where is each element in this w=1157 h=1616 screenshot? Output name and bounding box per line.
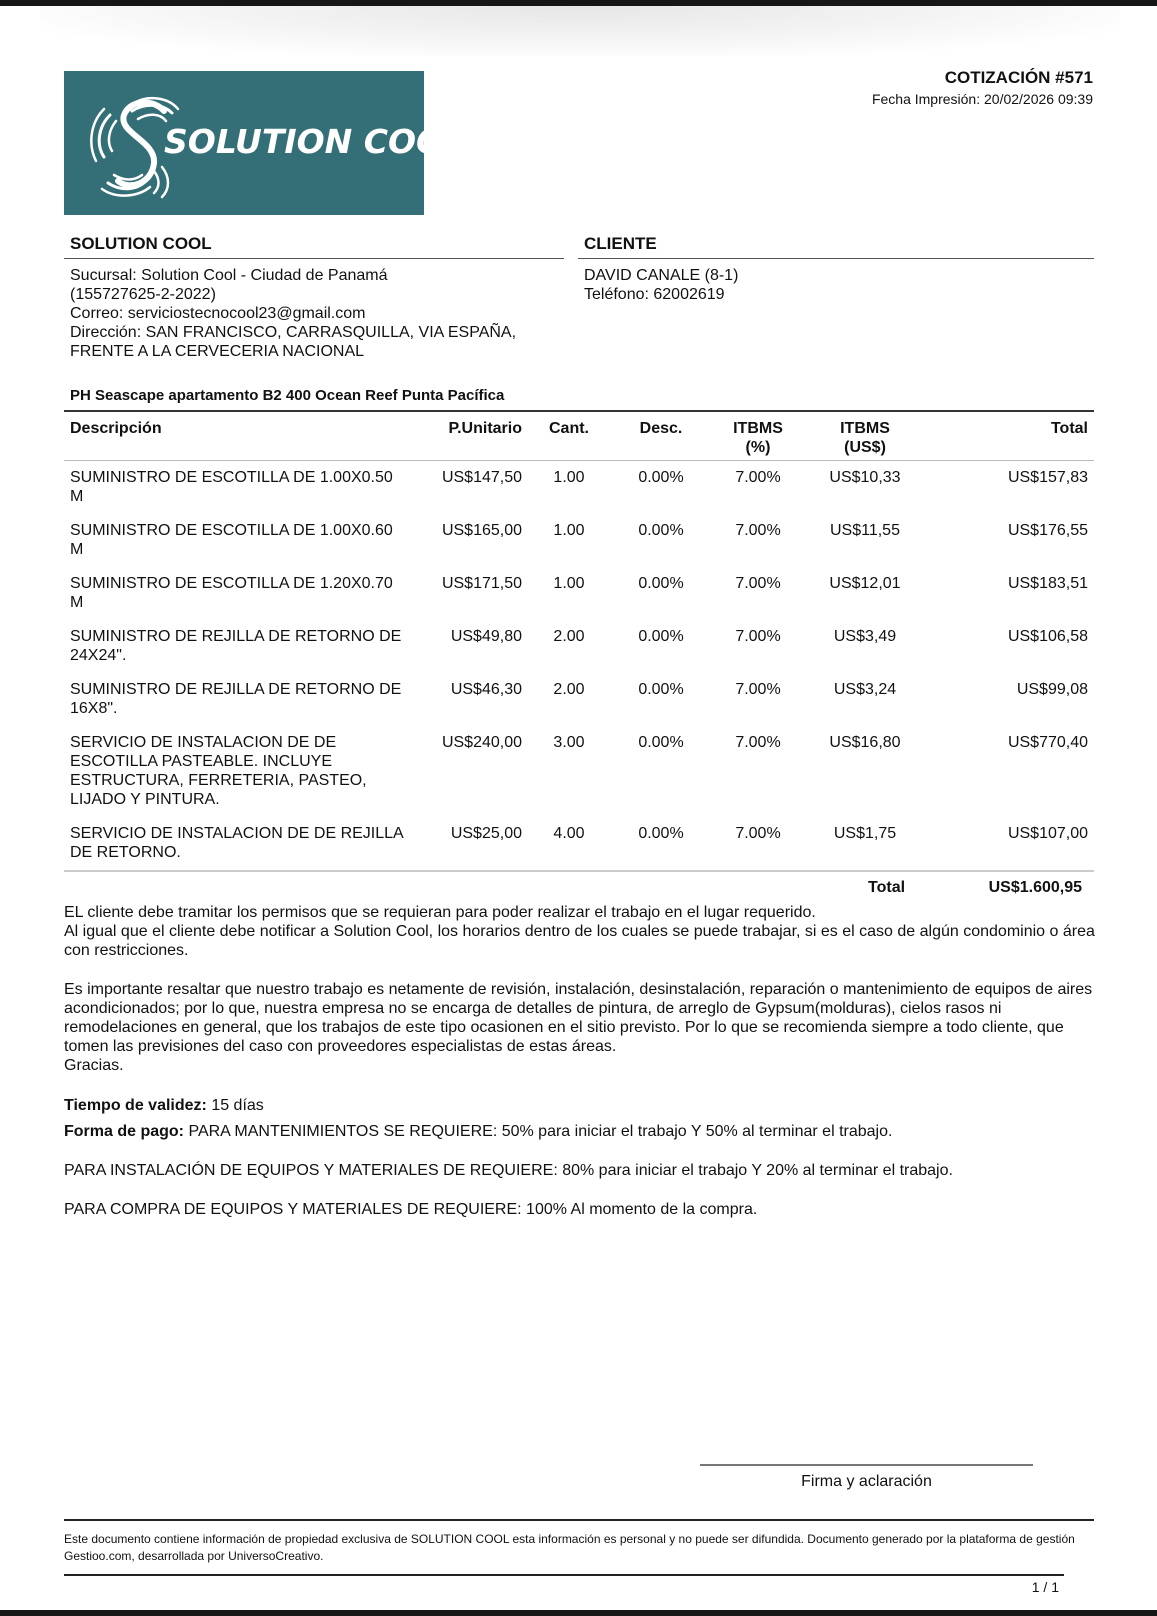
cell-unit-price: US$147,50 (441, 469, 522, 486)
cell-discount: 0.00% (638, 575, 684, 592)
footer-bottom-rule (64, 1574, 1064, 1576)
table-row (64, 673, 1094, 726)
cell-discount: 0.00% (638, 469, 684, 486)
cell-unit-price: US$46,30 (450, 681, 522, 698)
footer-top-rule (64, 1519, 1094, 1521)
cell-total: US$157,83 (1007, 469, 1088, 486)
purchase-term: PARA COMPRA DE EQUIPOS Y MATERIALES DE REQUIERE: 100% Al momento de la compra. (64, 1201, 758, 1218)
cell-discount: 0.00% (638, 522, 684, 539)
cell-discount: 0.00% (638, 825, 684, 842)
table-row (64, 514, 1094, 567)
cell-quantity: 1.00 (553, 469, 585, 486)
cell-description: SUMINISTRO DE ESCOTILLA DE 1.00X0.50 M (70, 469, 393, 505)
client-name: DAVID CANALE (8-1) (584, 267, 739, 284)
cell-itbms-usd: US$10,33 (829, 469, 901, 486)
header-description: Descripción (70, 420, 162, 437)
header-itbms-usd-line2: (US$) (844, 439, 886, 456)
logo-text: SOLUTION COOL (164, 122, 466, 161)
notes-block (64, 903, 1099, 960)
payment-label: Forma de pago: (64, 1123, 185, 1140)
company-address-line2: FRENTE A LA CERVECERIA NACIONAL (70, 343, 365, 360)
table-row (64, 620, 1094, 673)
validity-label: Tiempo de validez: (64, 1097, 207, 1114)
footer-disclaimer: Este documento contiene información de propiedad exclusiva de SOLUTION COOL esta información es personal y no puede ser difundida. Documento generado por la plataforma de gestión Gestioo.com, desarrollada por UniversoCreativo. (64, 1532, 1075, 1563)
header-total: Total (1050, 420, 1088, 437)
page-shadow (40, 6, 1120, 56)
table-row (64, 817, 1094, 870)
company-branch: Sucursal: Solution Cool - Ciudad de Panamá (70, 267, 388, 284)
payment-term (64, 1122, 892, 1141)
cell-unit-price: US$240,00 (441, 734, 522, 751)
signature-line (700, 1464, 1033, 1466)
header-quantity: Cant. (549, 420, 589, 437)
disclaimer-block (64, 980, 1099, 1075)
viewer-bottom-bar (0, 1610, 1157, 1616)
note-permits: EL cliente debe tramitar los permisos que se requieran para poder realizar el trabajo en el lugar requerido. (64, 904, 816, 921)
cell-itbms-pct: 7.00% (735, 522, 781, 539)
cell-total: US$183,51 (1007, 575, 1088, 592)
cell-itbms-pct: 7.00% (735, 575, 781, 592)
table-row (64, 567, 1094, 620)
cell-itbms-usd: US$11,55 (830, 522, 900, 539)
cell-discount: 0.00% (638, 628, 684, 645)
note-scope: Es importante resaltar que nuestro trabajo es netamente de revisión, instalación, desinstalación, reparación o mantenimiento de equipos de aires acondicionados; por lo que, nuestra empresa no se encarga de detalles de pintura, de arreglo de Gypsum(molduras), cielos rasos ni remodelaciones en general, que los trabajos de este tipo ocasionen en el sitio previsto. Por lo que se recomienda siempre a todo cliente, que tomen las previsiones del caso con proveedores especialistas de estas áreas. (64, 981, 1093, 1055)
company-divider (64, 258, 564, 259)
company-info (70, 266, 516, 361)
cell-description: SUMINISTRO DE ESCOTILLA DE 1.00X0.60 M (70, 522, 393, 558)
table-row (64, 726, 1094, 817)
cell-description: SUMINISTRO DE REJILLA DE RETORNO DE 24X24". (70, 628, 402, 664)
client-phone: Teléfono: 62002619 (584, 286, 725, 303)
cell-quantity: 2.00 (553, 628, 585, 645)
cell-total: US$176,55 (1007, 522, 1088, 539)
cell-description: SERVICIO DE INSTALACION DE DE REJILLA DE RETORNO. (70, 825, 403, 861)
header-itbms-pct (712, 414, 804, 461)
grand-total-value: US$1.600,95 (988, 879, 1082, 896)
grand-total-label: Total (868, 879, 906, 896)
cell-itbms-pct: 7.00% (735, 469, 781, 486)
header-discount: Desc. (639, 420, 683, 437)
table-top-rule (64, 410, 1094, 412)
table-bottom-rule (64, 870, 1094, 872)
cell-description: SUMINISTRO DE REJILLA DE RETORNO DE 16X8". (70, 681, 402, 717)
cell-itbms-usd: US$16,80 (829, 734, 901, 751)
cell-unit-price: US$171,50 (441, 575, 522, 592)
cell-description: SUMINISTRO DE ESCOTILLA DE 1.20X0.70 M (70, 575, 393, 611)
company-tax-id: (155727625-2-2022) (70, 286, 216, 303)
cell-discount: 0.00% (638, 681, 684, 698)
client-info (584, 266, 738, 304)
client-divider (578, 258, 1094, 259)
cell-unit-price: US$49,80 (450, 628, 522, 645)
company-logo (64, 71, 466, 215)
payment-value: PARA MANTENIMIENTOS SE REQUIERE: 50% para iniciar el trabajo Y 50% al terminar el trabajo. (188, 1123, 893, 1140)
cell-quantity: 4.00 (553, 825, 585, 842)
cell-itbms-pct: 7.00% (735, 734, 781, 751)
cell-total: US$107,00 (1007, 825, 1088, 842)
cell-total: US$99,08 (1016, 681, 1088, 698)
note-thanks: Gracias. (64, 1057, 124, 1074)
project-title: PH Seascape apartamento B2 400 Ocean Reef Punta Pacífica (70, 387, 505, 404)
cell-itbms-usd: US$3,24 (833, 681, 897, 698)
cell-itbms-pct: 7.00% (735, 628, 781, 645)
validity-value: 15 días (211, 1097, 264, 1114)
company-email: Correo: serviciostecnocool23@gmail.com (70, 305, 366, 322)
installation-term: PARA INSTALACIÓN DE EQUIPOS Y MATERIALES DE REQUIERE: 80% para iniciar el trabajo Y 20% al terminar el trabajo. (64, 1162, 953, 1179)
signature-label: Firma y aclaración (801, 1473, 932, 1490)
cell-description: SERVICIO DE INSTALACION DE DE ESCOTILLA PASTEABLE. INCLUYE ESTRUCTURA, FERRETERIA, PASTEO, LIJADO Y PINTURA. (70, 734, 367, 808)
table-row (64, 461, 1094, 515)
page-number: 1 / 1 (1031, 1579, 1059, 1595)
header-itbms-usd-line1: ITBMS (840, 420, 890, 437)
note-schedule: Al igual que el cliente debe notificar a Solution Cool, los horarios dentro de los cuales se puede trabajar, si es el caso de algún condominio o área con restricciones. (64, 923, 1095, 959)
cell-unit-price: US$25,00 (450, 825, 522, 842)
cell-quantity: 1.00 (553, 522, 585, 539)
cell-itbms-usd: US$1,75 (833, 825, 897, 842)
header-itbms-usd (804, 414, 926, 461)
cell-discount: 0.00% (638, 734, 684, 751)
header-itbms-pct-line1: ITBMS (733, 420, 783, 437)
cell-itbms-usd: US$3,49 (833, 628, 897, 645)
cell-total: US$106,58 (1007, 628, 1088, 645)
quote-title: COTIZACIÓN #571 (944, 68, 1093, 87)
cell-itbms-usd: US$12,01 (829, 575, 901, 592)
client-section-title: CLIENTE (584, 234, 657, 253)
cell-quantity: 2.00 (553, 681, 585, 698)
cell-total: US$770,40 (1007, 734, 1088, 751)
cell-unit-price: US$165,00 (441, 522, 522, 539)
company-address-line1: Dirección: SAN FRANCISCO, CARRASQUILLA, VIA ESPAÑA, (70, 324, 517, 341)
items-table (64, 414, 1094, 870)
table-header-row (64, 414, 1094, 461)
swirl-logo-icon (64, 71, 466, 215)
validity-term (64, 1096, 264, 1115)
company-section-title: SOLUTION COOL (70, 234, 212, 253)
header-unit-price: P.Unitario (448, 420, 522, 437)
cell-itbms-pct: 7.00% (735, 681, 781, 698)
cell-quantity: 1.00 (553, 575, 585, 592)
cell-itbms-pct: 7.00% (735, 825, 781, 842)
print-date: Fecha Impresión: 20/02/2026 09:39 (871, 91, 1093, 107)
header-itbms-pct-line2: (%) (745, 439, 771, 456)
cell-quantity: 3.00 (553, 734, 585, 751)
